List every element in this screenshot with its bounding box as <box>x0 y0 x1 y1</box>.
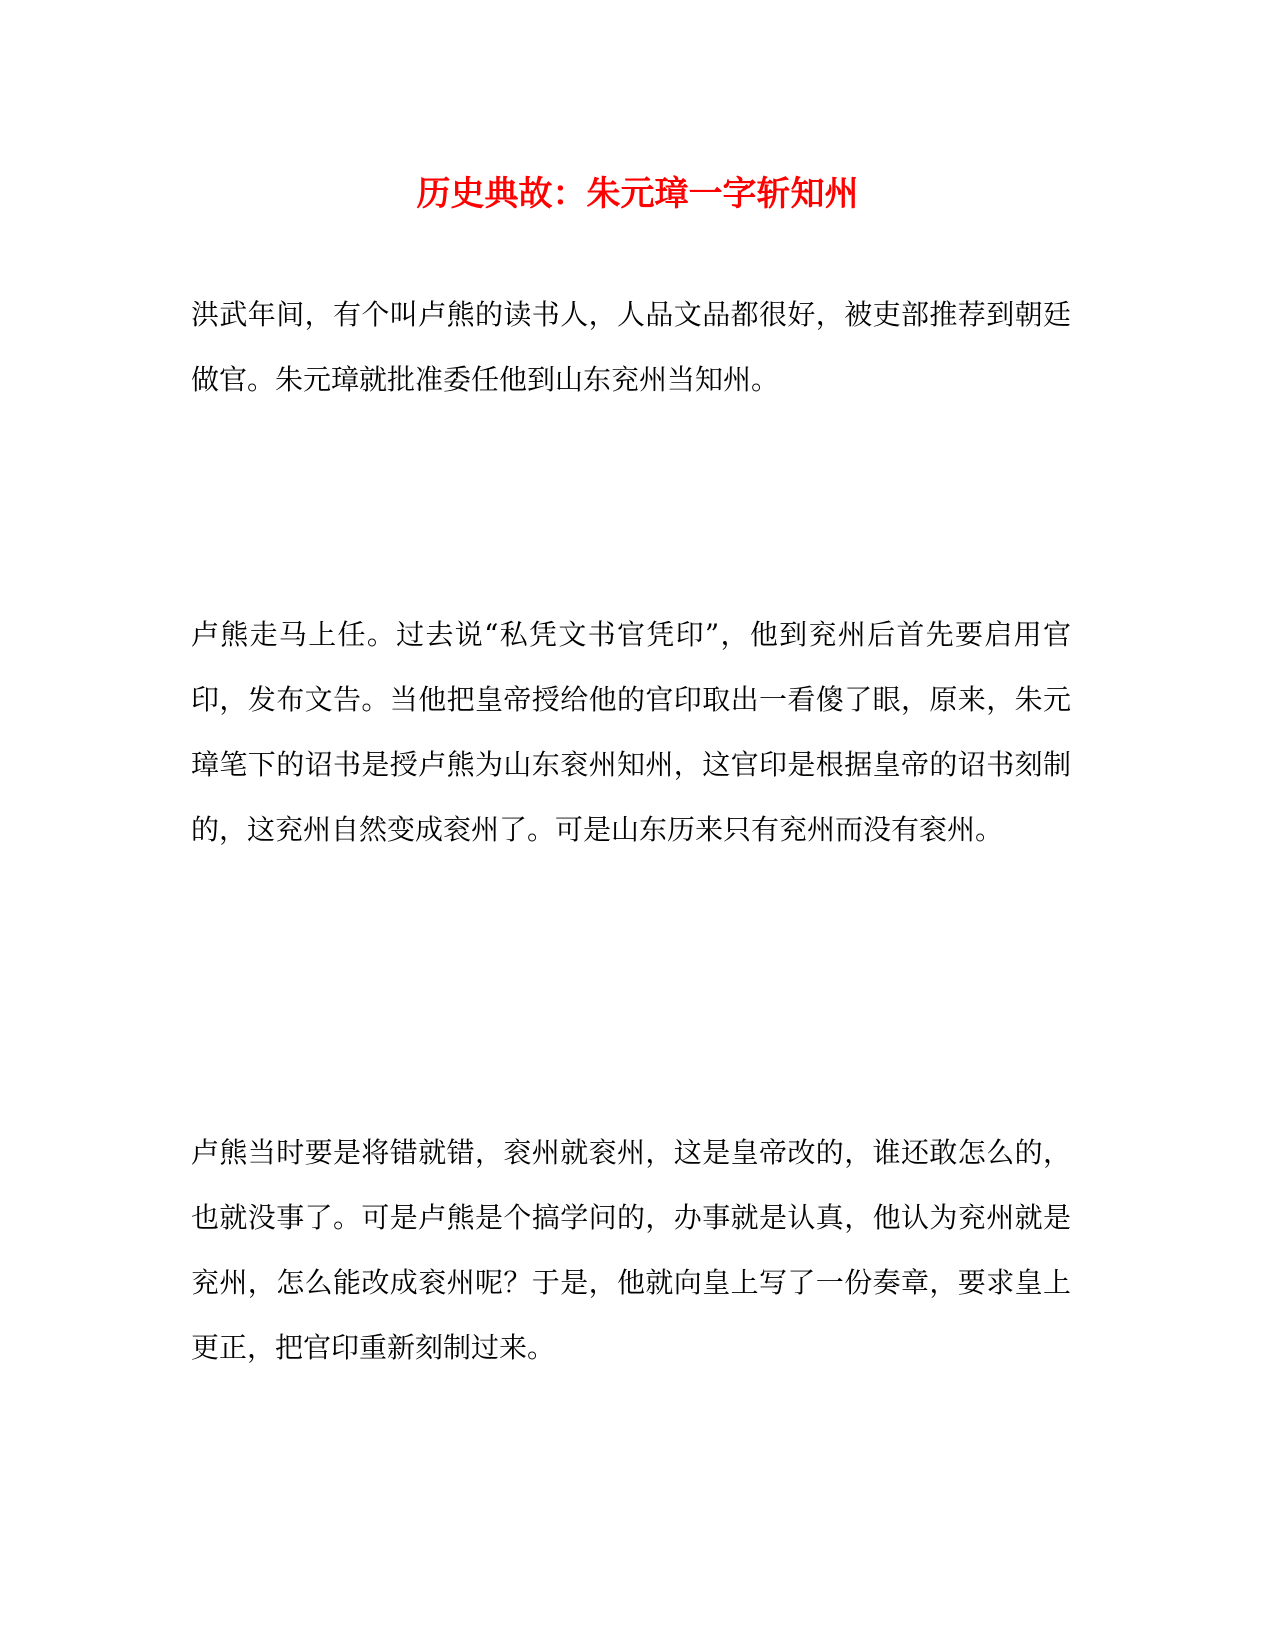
paragraph-2: 卢熊走马上任。过去说“私凭文书官凭印”，他到兖州后首先要启用官印，发布文告。当他把皇帝授给他的官印取出一看傻了眼，原来，朱元璋笔下的诏书是授卢熊为山东衮州知州，这官印是根据皇帝的诏书刻制的，这兖州自然变成衮州了。可是山东历来只有兖州而没有衮州。 <box>191 618 1071 846</box>
paragraph-3: 卢熊当时要是将错就错，衮州就衮州，这是皇帝改的，谁还敢怎么的，也就没事了。可是卢熊是个搞学问的，办事就是认真，他认为兖州就是兖州，怎么能改成衮州呢？于是，他就向皇上写了一份奏章，要求皇上更正，把官印重新刻制过来。 <box>191 1136 1071 1364</box>
paragraph-1: 洪武年间，有个叫卢熊的读书人，人品文品都很好，被吏部推荐到朝廷做官。朱元璋就批准委任他到山东兖州当知州。 <box>191 298 1071 396</box>
document-title: 历史典故：朱元璋一字斩知州 <box>416 174 859 214</box>
